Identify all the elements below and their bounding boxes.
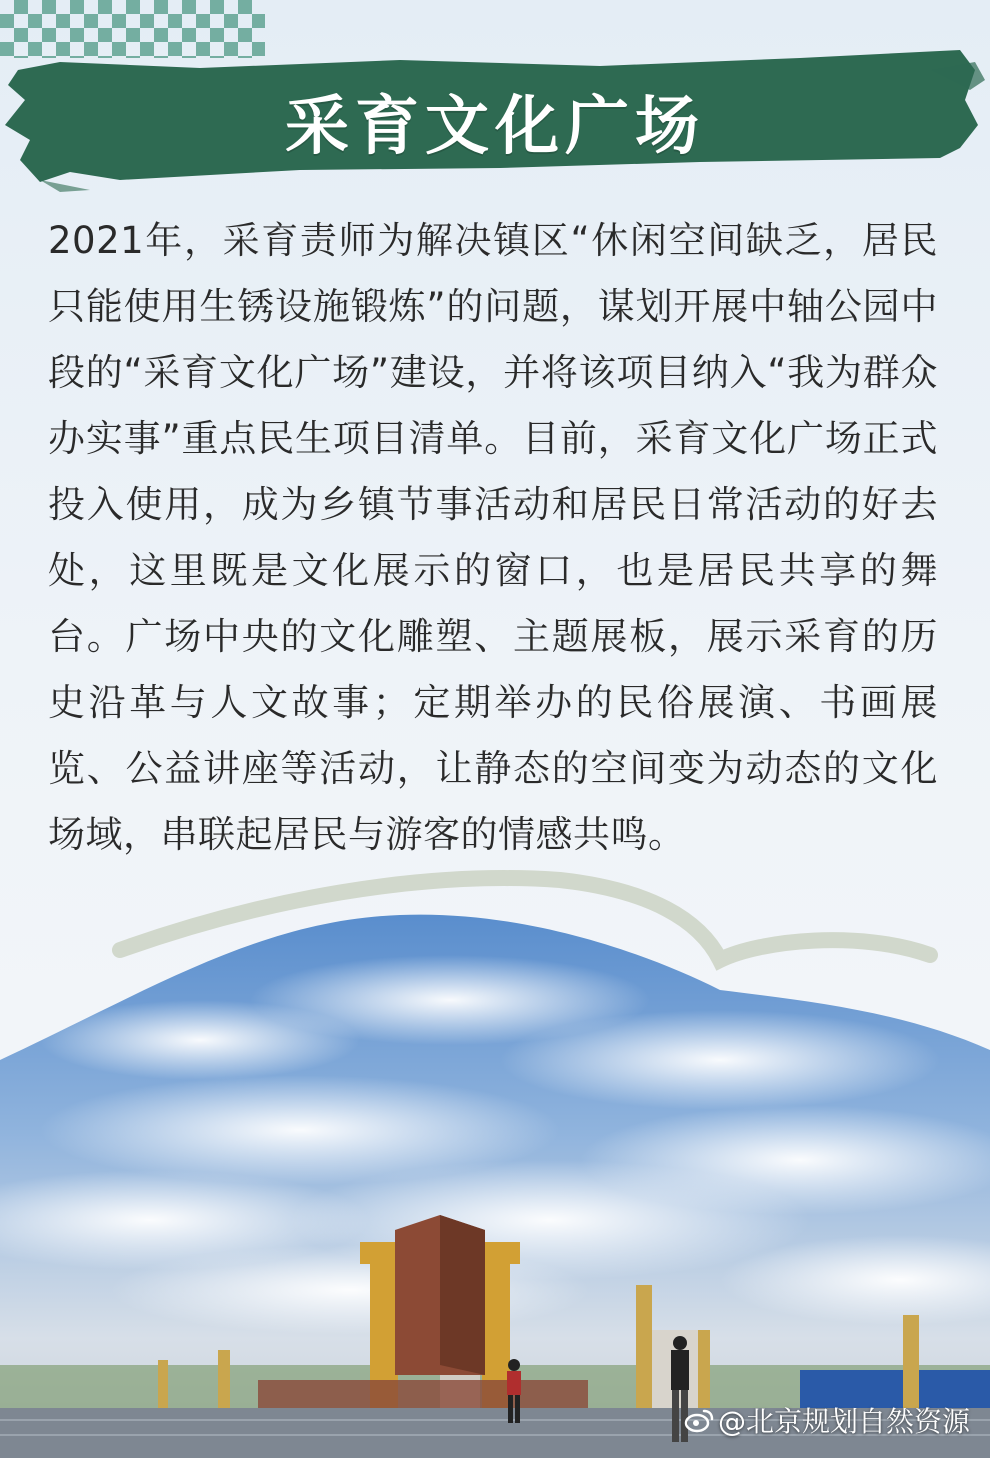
plaza-photo <box>0 860 990 1458</box>
page-title: 采育文化广场 <box>285 90 705 164</box>
article-body: 2021年，采育责师为解决镇区“休闲空间缺乏，居民只能使用生锈设施锻炼”的问题，谋划开展中轴公园中段的“采育文化广场”建设，并将该项目纳入“我为群众办实事”重点民生项目清单。目前，采育文化广场正式投入使用，成为乡镇节事活动和居民日常活动的好去处，这里既是文化展示的窗口，也是居民共享的舞台。广场中央的文化雕塑、主题展板，展示采育的历史沿革与人文故事；定期举办的民俗展演、书画展览、公益讲座等活动，让静态的空间变为动态的文化场域，串联起居民与游客的情感共鸣。 <box>48 219 938 856</box>
watermark-text: @北京规划自然资源 <box>717 1405 970 1438</box>
weibo-icon <box>684 1405 714 1435</box>
watermark <box>684 1400 970 1440</box>
